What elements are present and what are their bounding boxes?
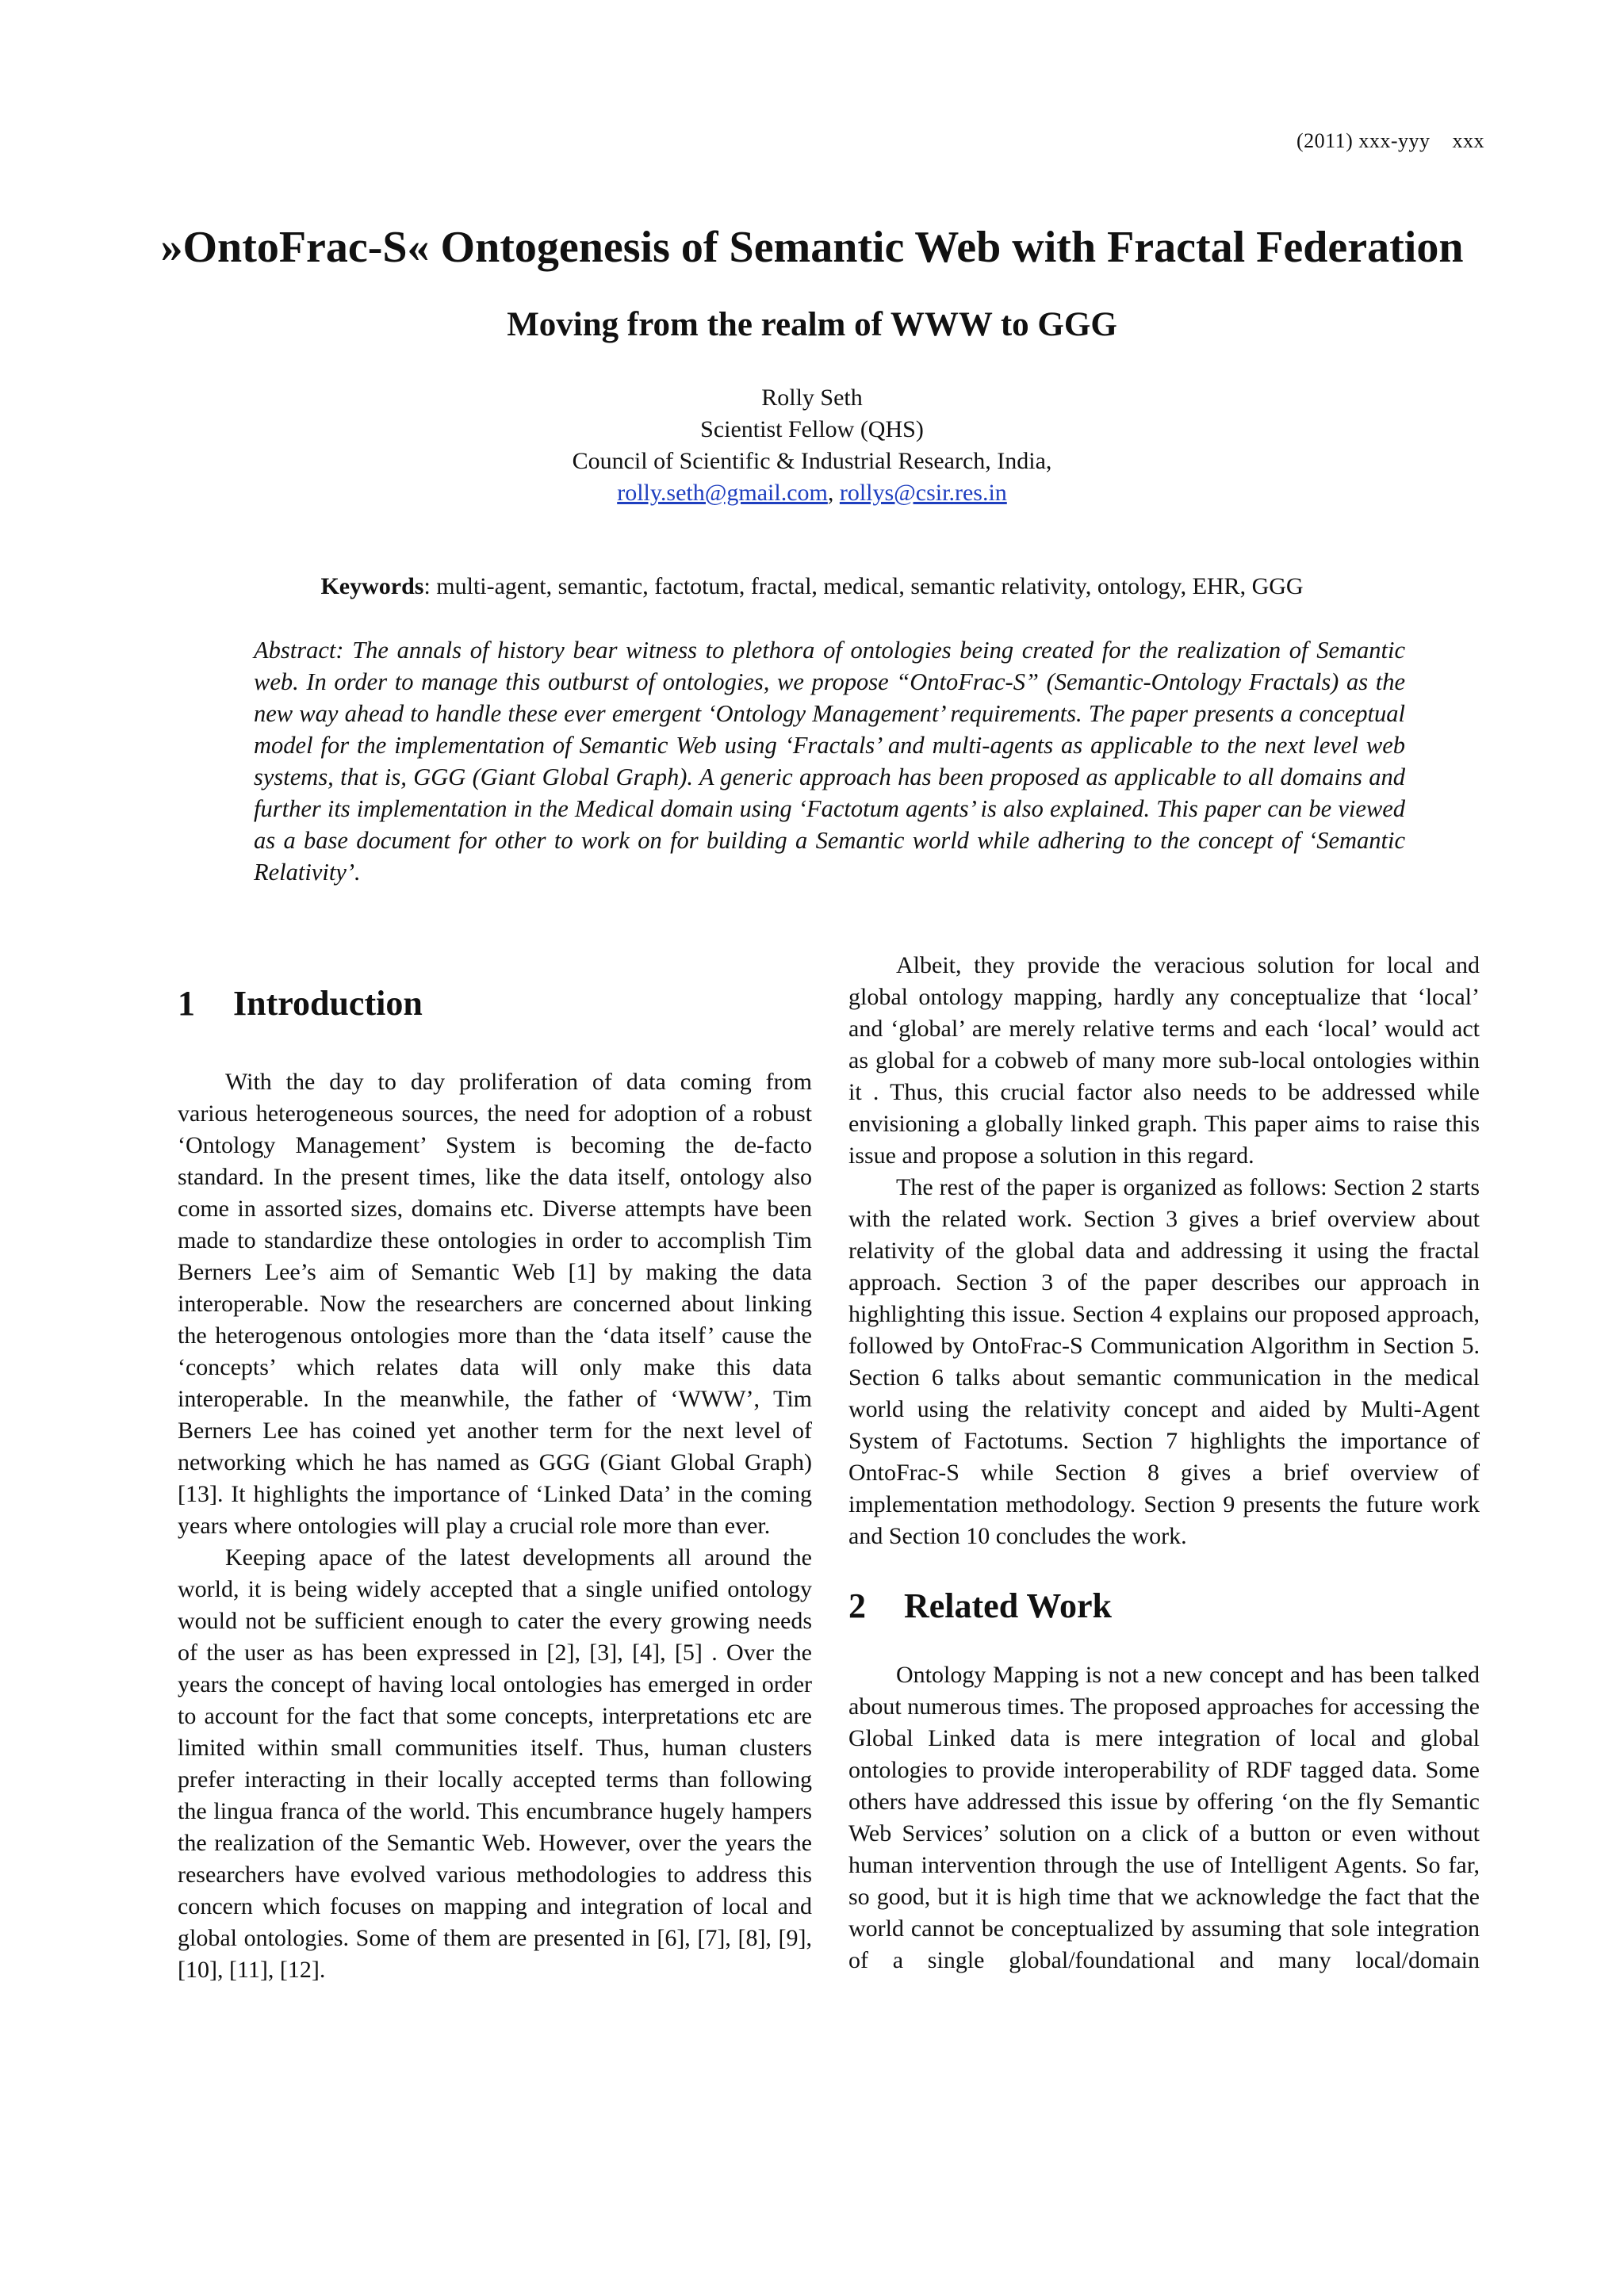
page-number: xxx (1452, 129, 1484, 152)
right-column (848, 950, 1480, 1976)
section-heading-related-work (848, 1586, 1480, 1628)
section-number: 2 (848, 1586, 866, 1625)
author-block (0, 382, 1624, 509)
author-position: Scientist Fellow (QHS) (700, 416, 924, 442)
running-header (1297, 129, 1484, 153)
intro-paragraph-2: Keeping apace of the latest developments all around the world, it is being widely accepted that a single unified ontology would not be sufficient enough to cater the every growing needs of the user as has been expressed in [2], [3], [4], [5] . Over the years the concept of having local ontologies has emerged in order to account for the fact that some concepts, interpretations etc are limited within small communities itself. Thus, human clusters prefer interacting in their locally accepted terms than following the lingua franca of the world. This encumbrance hugely hampers the realization of the Semantic Web. However, over the years the researchers have evolved various methodologies to address this concern which focuses on mapping and integration of local and global ontologies. Some of them are presented in [6], [7], [8], [9], [10], [11], [12]. (178, 1544, 812, 1983)
intro-paragraph-4: The rest of the paper is organized as follows: Section 2 starts with the related work. Section 3 gives a brief overview about relativity of the global data and addressing it using the fractal approach. Section 3 of the paper describes our approach in highlighting this issue. Section 4 explains our proposed approach, followed by OntoFrac-S Communication Algorithm in Section 5. Section 6 talks about semantic communication in the medical world using the relativity concept and aided by Multi-Agent System of Factotums. Section 7 highlights the importance of OntoFrac-S while Section 8 gives a brief overview of implementation methodology. Section 9 presents the future work and Section 10 concludes the work. (848, 1174, 1480, 1549)
author-name: Rolly Seth (761, 385, 863, 411)
related-paragraph-1: Ontology Mapping is not a new concept and has been talked about numerous times. The proposed approaches for accessing the Global Linked data is mere integration of local and global ontologies to provide interoperability of RDF tagged data. Some others have addressed this issue by offering ‘on the fly Semantic Web Services’ solution on a click of a button or even without human intervention through the use of Intelligent Agents. So far, so good, but it is high time that we acknowledge the fact that the world cannot be conceptualized by assuming that sole integration of a single global/foundational and many local/domain (848, 1661, 1480, 1973)
author-emails (0, 477, 1624, 509)
email-link-csir[interactable]: rollys@csir.res.in (839, 480, 1007, 506)
left-column (178, 948, 812, 1986)
intro-paragraph-1: With the day to day proliferation of data coming from various heterogeneous sources, the need for adoption of a robust ‘Ontology Management’ System is becoming the de-facto standard. In the present times, like the data itself, ontology also come in assorted sizes, domains etc. Diverse attempts have been made to standardize these ontologies in order to accomplish Tim Berners Lee’s aim of Semantic Web [1] by making the data interoperable. Now the researchers are concerned about linking the heterogenous ontologies more than the ‘data itself’ cause the ‘concepts’ which relates data will only make this data interoperable. In the meanwhile, the father of ‘WWW’, Tim Berners Lee has coined yet another term for the next level of networking which he has named as GGG (Giant Global Graph) [13]. It highlights the importance of ‘Linked Data’ in the coming years where ontologies will play a crucial role more than ever. (178, 1068, 812, 1539)
keywords-text: : multi-agent, semantic, factotum, fractal, medical, semantic relativity, ontology, EHR, GGG (423, 573, 1304, 599)
section-number: 1 (178, 984, 195, 1023)
paper-title: »OntoFrac-S« Ontogenesis of Semantic Web with Fractal Federation (160, 223, 1464, 272)
email-separator: , (827, 480, 840, 506)
keywords-label: Keywords (320, 573, 424, 599)
section-title: Introduction (233, 984, 423, 1023)
email-link-gmail[interactable]: rolly.seth@gmail.com (617, 480, 828, 506)
intro-paragraph-3: Albeit, they provide the veracious solution for local and global ontology mapping, hardly any conceptualize that ‘local’ and ‘global’ are merely relative terms and each ‘local’ would act as global for a cobweb of many more sub-local ontologies within it . Thus, this crucial factor also needs to be addressed while envisioning a globally linked graph. This paper aims to raise this issue and propose a solution in this regard. (848, 952, 1480, 1169)
abstract: Abstract: The annals of history bear witness to plethora of ontologies being created for the realization of Semantic web. In order to manage this outburst of ontologies, we propose “OntoFrac-S” (Semantic-Ontology Fractals) as the new way ahead to handle these ever emergent ‘Ontology Management’ requirements. The paper presents a conceptual model for the implementation of Semantic Web using ‘Fractals’ and multi-agents as applicable to the next level web systems, that is, GGG (Giant Global Graph). A generic approach has been proposed as applicable to all domains and further its implementation in the Medical domain using ‘Factotum agents’ is also explained. This paper can be viewed as a base document for other to work on for building a Semantic world while adhering to the concept of ‘Semantic Relativity’. (254, 637, 1405, 886)
citation-range: (2011) xxx-yyy (1296, 129, 1431, 152)
keywords-line (0, 571, 1624, 603)
author-affiliation: Council of Scientific & Industrial Research, India, (572, 448, 1052, 474)
paper-subtitle: Moving from the realm of WWW to GGG (507, 306, 1117, 343)
section-heading-introduction (178, 983, 812, 1025)
section-title: Related Work (904, 1586, 1112, 1625)
